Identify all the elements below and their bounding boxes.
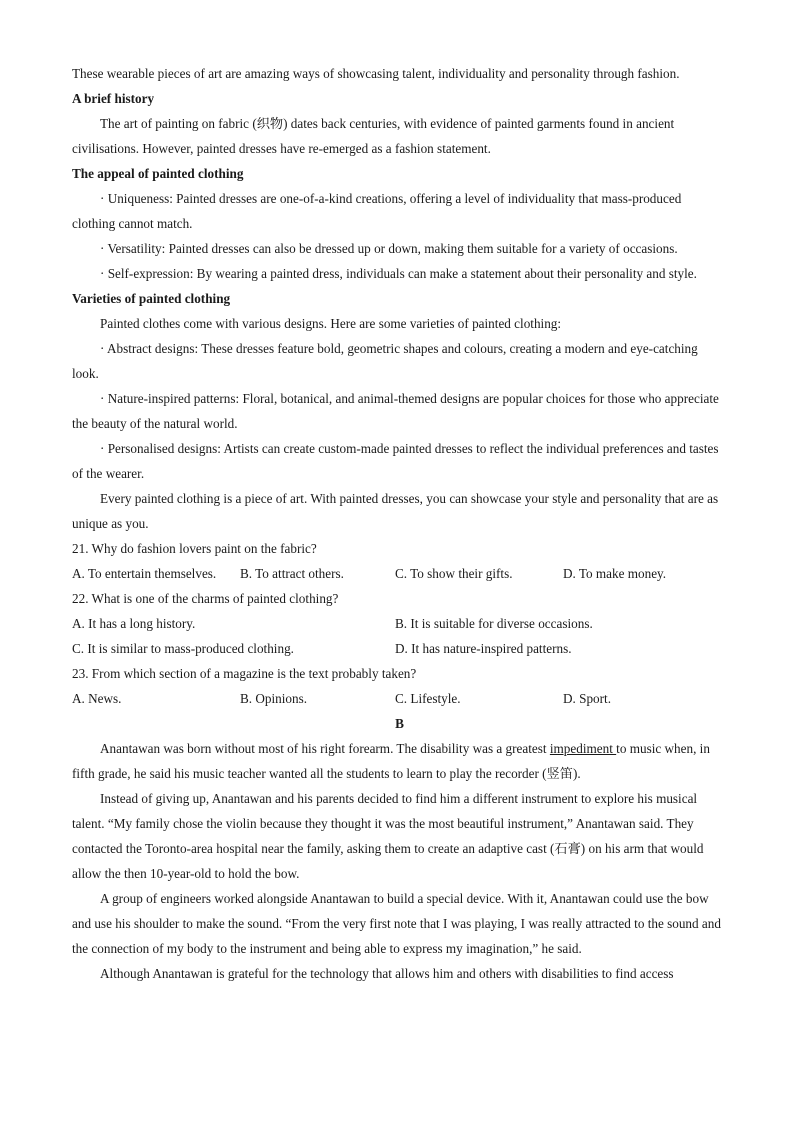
variety-item-abstract: · Abstract designs: These dresses feature bold, geometric shapes and colours, creating a modern and eye-catching look. — [72, 341, 698, 381]
option-b: B. Opinions. — [240, 691, 308, 706]
appeal-item-versatility: · Versatility: Painted dresses can also be dressed up or down, making them suitable for a variety of occasions. — [100, 241, 678, 256]
option-d: D. To make money. — [563, 566, 667, 581]
passage-intro: These wearable pieces of art are amazing ways of showcasing talent, individuality and personality through fashion. — [72, 66, 680, 81]
option-b: B. It is suitable for diverse occasions. — [395, 616, 593, 631]
varieties-intro: Painted clothes come with various designs. Here are some varieties of painted clothing: — [100, 316, 562, 331]
question-22-options-row-2 — [72, 636, 727, 661]
history-paragraph: The art of painting on fabric (织物) dates back centuries, with evidence of painted garments found in ancient civilisations. However, painted dresses have re-emerged as a fashion statement. — [72, 116, 675, 156]
option-c: C. To show their gifts. — [395, 566, 513, 581]
p1-text-before: Anantawan was born without most of his right forearm. The disability was a greatest — [100, 741, 550, 756]
question-23-stem: 23. From which section of a magazine is the text probably taken? — [72, 666, 417, 681]
varieties-heading: Varieties of painted clothing — [72, 291, 231, 306]
option-a: A. To entertain themselves. — [72, 566, 217, 581]
appeal-item-uniqueness: · Uniqueness: Painted dresses are one-of-a-kind creations, offering a level of individuality that mass-produced clothing cannot match. — [72, 191, 682, 231]
question-22-options-row-1 — [72, 611, 727, 636]
exam-page — [72, 61, 727, 986]
passage-conclusion: Every painted clothing is a piece of art. With painted dresses, you can showcase your style and personality that are as unique as you. — [72, 491, 719, 531]
option-a: A. News. — [72, 691, 122, 706]
question-21-stem: 21. Why do fashion lovers paint on the fabric? — [72, 541, 317, 556]
p1-text-after: to music when, in fifth grade, he said his music teacher wanted all the students to learn to play the recorder (竖笛). — [72, 741, 710, 781]
appeal-heading: The appeal of painted clothing — [72, 166, 244, 181]
passage-b-paragraph-1 — [72, 736, 727, 786]
option-c: C. It is similar to mass-produced clothing. — [72, 641, 294, 656]
underlined-word-impediment: impediment — [549, 741, 617, 756]
appeal-item-self-expression: · Self-expression: By wearing a painted dress, individuals can make a statement about their personality and style. — [100, 266, 697, 281]
option-d: D. Sport. — [563, 691, 611, 706]
option-b: B. To attract others. — [240, 566, 344, 581]
passage-b-paragraph-4: Although Anantawan is grateful for the technology that allows him and others with disabilities to find access — [100, 966, 674, 981]
variety-item-personalised: · Personalised designs: Artists can create custom-made painted dresses to reflect the individual preferences and tastes of the wearer. — [72, 441, 719, 481]
section-b-label: B — [395, 716, 404, 731]
option-d: D. It has nature-inspired patterns. — [395, 641, 572, 656]
variety-item-nature: · Nature-inspired patterns: Floral, botanical, and animal-themed designs are popular choices for those who appreciate the beauty of the natural world. — [72, 391, 719, 431]
question-23-options — [72, 686, 727, 711]
history-heading: A brief history — [72, 91, 155, 106]
passage-b-paragraph-3: A group of engineers worked alongside Anantawan to build a special device. With it, Anantawan could use the bow and use his shoulder to make the sound. “From the very first note that I was playing, I was really attracted to the sound and the connection of my body to the instrument and being able to express my imagination,” he said. — [72, 891, 721, 956]
passage-b-paragraph-2: Instead of giving up, Anantawan and his parents decided to find him a different instrument to explore his musical talent. “My family chose the violin because they thought it was the most beautiful instrument,” Anantawan said. They contacted the Toronto-area hospital near the family, asking them to create an adaptive cast (石膏) on his arm that would allow the then 10-year-old to hold the bow. — [72, 791, 704, 881]
option-c: C. Lifestyle. — [395, 691, 461, 706]
question-21-options — [72, 561, 727, 586]
option-a: A. It has a long history. — [72, 616, 196, 631]
question-22-stem: 22. What is one of the charms of painted clothing? — [72, 591, 339, 606]
